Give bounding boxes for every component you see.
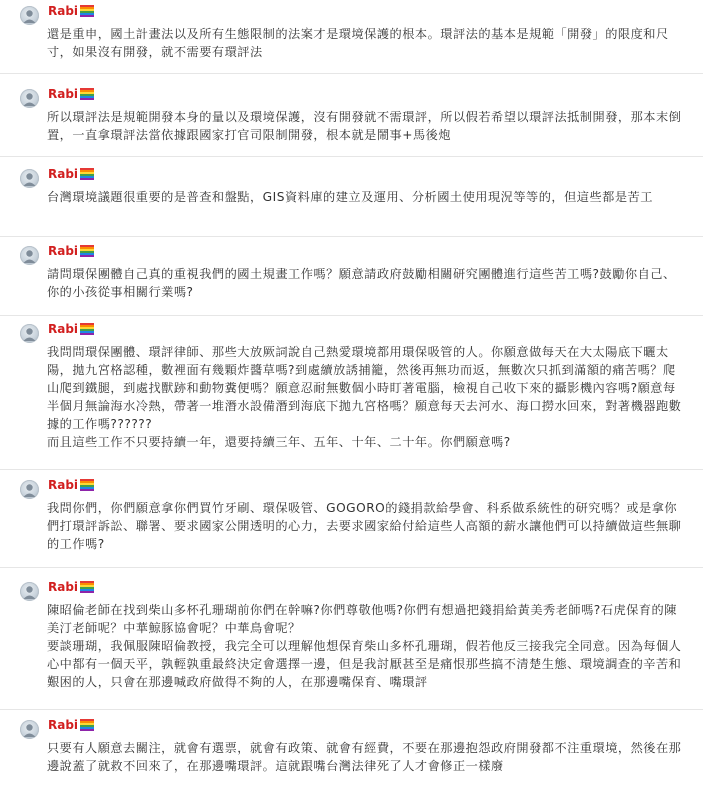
comment-body [47,25,687,61]
user-silhouette-icon [20,480,39,499]
user-silhouette-icon [20,246,39,265]
user-silhouette-icon [20,582,39,601]
comment-text: 我問問環保團體、環評律師、那些大放厥詞說自己熱愛環境都用環保吸管的人。你願意做每天在大太陽底下曬太陽，拋九宮格認種，數裡面有幾顆炸醬草嗎?到處續放誘捕籠，然後再無功而返，無數次只抓到滿額的痛苦嗎？爬山爬到鐵腿，到處找獸跡和動物糞便嗎？願意忍耐無數個小時盯著電腦，檢視自己收下來的攝影機內容嗎?願意每半個月無論海水冷熱，帶著一堆潛水設備潛到海底下拋九宮格嗎？願意每天去河水、海口撈水回來，對著機器跑數據的工作嗎?????? [47,345,682,431]
author-name-text[interactable]: Rabi [48,322,79,336]
comment-text: 只要有人願意去關注，就會有選票，就會有政策、就會有經費，不要在那邊抱怨政府開發都不注重環境，然後在那邊說蓋了就救不回來了，在那邊嘴環評。這就跟嘴台灣法律死了人才會修正一樣廢 [47,741,682,773]
author-name[interactable] [48,580,94,594]
comment-item [0,163,703,237]
author-name[interactable] [48,322,94,336]
comment-body [47,499,687,553]
rainbow-flag-icon [80,719,94,731]
author-name-text[interactable]: Rabi [48,244,79,258]
comment-item [0,474,703,568]
user-silhouette-icon [20,324,39,343]
rainbow-flag-icon [80,479,94,491]
author-name-text[interactable]: Rabi [48,718,79,732]
user-silhouette-icon [20,89,39,108]
author-name-text[interactable]: Rabi [48,167,79,181]
comment-text: 台灣環境議題很重要的是普查和盤點，GIS資料庫的建立及運用、分析國土使用現況等等的，但這些都是苦工 [47,190,653,204]
comment-item [0,0,703,74]
avatar[interactable] [20,720,39,739]
comment-item [0,318,703,470]
author-name[interactable] [48,244,94,258]
comment-body [47,108,687,144]
rainbow-flag-icon [80,88,94,100]
comment-body [47,265,687,301]
author-name[interactable] [48,167,94,181]
avatar[interactable] [20,6,39,25]
rainbow-flag-icon [80,245,94,257]
comment-body [47,739,687,775]
avatar[interactable] [20,324,39,343]
comment-text: 陳昭倫老師在找到柴山多杯孔珊瑚前你們在幹嘛?你們尊敬他嗎?你們有想過把錢捐給黃美秀老師嗎?石虎保育的陳美汀老師呢？中華鯨豚協會呢？中華鳥會呢？ [47,603,677,635]
author-name[interactable] [48,4,94,18]
author-name-text[interactable]: Rabi [48,580,79,594]
avatar[interactable] [20,582,39,601]
comment-text: 請問環保團體自己真的重視我們的國土規畫工作嗎？願意請政府鼓勵相關研究團體進行這些苦工嗎?鼓勵你自己、你的小孩從事相關行業嗎? [47,267,676,299]
comment-item [0,240,703,316]
comment-text: 還是重申，國土計畫法以及所有生態限制的法案才是環境保護的根本。環評法的基本是規範「開發」的限度和尺寸，如果沒有開發，就不需要有環評法 [47,27,669,59]
rainbow-flag-icon [80,581,94,593]
avatar[interactable] [20,480,39,499]
user-silhouette-icon [20,6,39,25]
author-name[interactable] [48,718,94,732]
comment-item [0,714,703,788]
author-name[interactable] [48,478,94,492]
user-silhouette-icon [20,720,39,739]
comment-text: 要談珊瑚，我佩服陳昭倫教授，我完全可以理解他想保育柴山多杯孔珊瑚，假若他反三接我完全同意。因為每個人心中都有一個天平，孰輕孰重最終決定會選擇一邊，但是我討厭甚至是痛恨那些搞不清楚生態、環境調查的辛苦和艱困的人，只會在那邊喊政府做得不夠的人，在那邊嘴保育、嘴環評 [47,639,682,689]
comment-text: 所以環評法是規範開發本身的量以及環境保護，沒有開發就不需環評，所以假若希望以環評法抵制開發，那本末倒置，一直拿環評法當依據跟國家打官司限制開發，根本就是鬧事+馬後炮 [47,110,682,142]
comment-body [47,188,687,206]
avatar[interactable] [20,246,39,265]
avatar[interactable] [20,89,39,108]
avatar[interactable] [20,169,39,188]
author-name[interactable] [48,87,94,101]
comment-body [47,601,687,691]
author-name-text[interactable]: Rabi [48,4,79,18]
comment-body [47,343,687,451]
author-name-text[interactable]: Rabi [48,478,79,492]
author-name-text[interactable]: Rabi [48,87,79,101]
comment-text: 我問你們，你們願意拿你們買竹牙刷、環保吸管、GOGORO的錢捐款給學會、科系做系統性的研究嗎？或是拿你們打環評訴訟、聯署、要求國家公開透明的心力，去要求國家給付給這些人高額的薪水讓他們可以持續做這些無聊的工作嗎? [47,501,682,551]
comment-item [0,83,703,157]
comment-text: 而且這些工作不只要持續一年，還要持續三年、五年、十年、二十年。你們願意嗎? [47,435,511,449]
comment-item [0,576,703,710]
rainbow-flag-icon [80,5,94,17]
user-silhouette-icon [20,169,39,188]
rainbow-flag-icon [80,168,94,180]
rainbow-flag-icon [80,323,94,335]
